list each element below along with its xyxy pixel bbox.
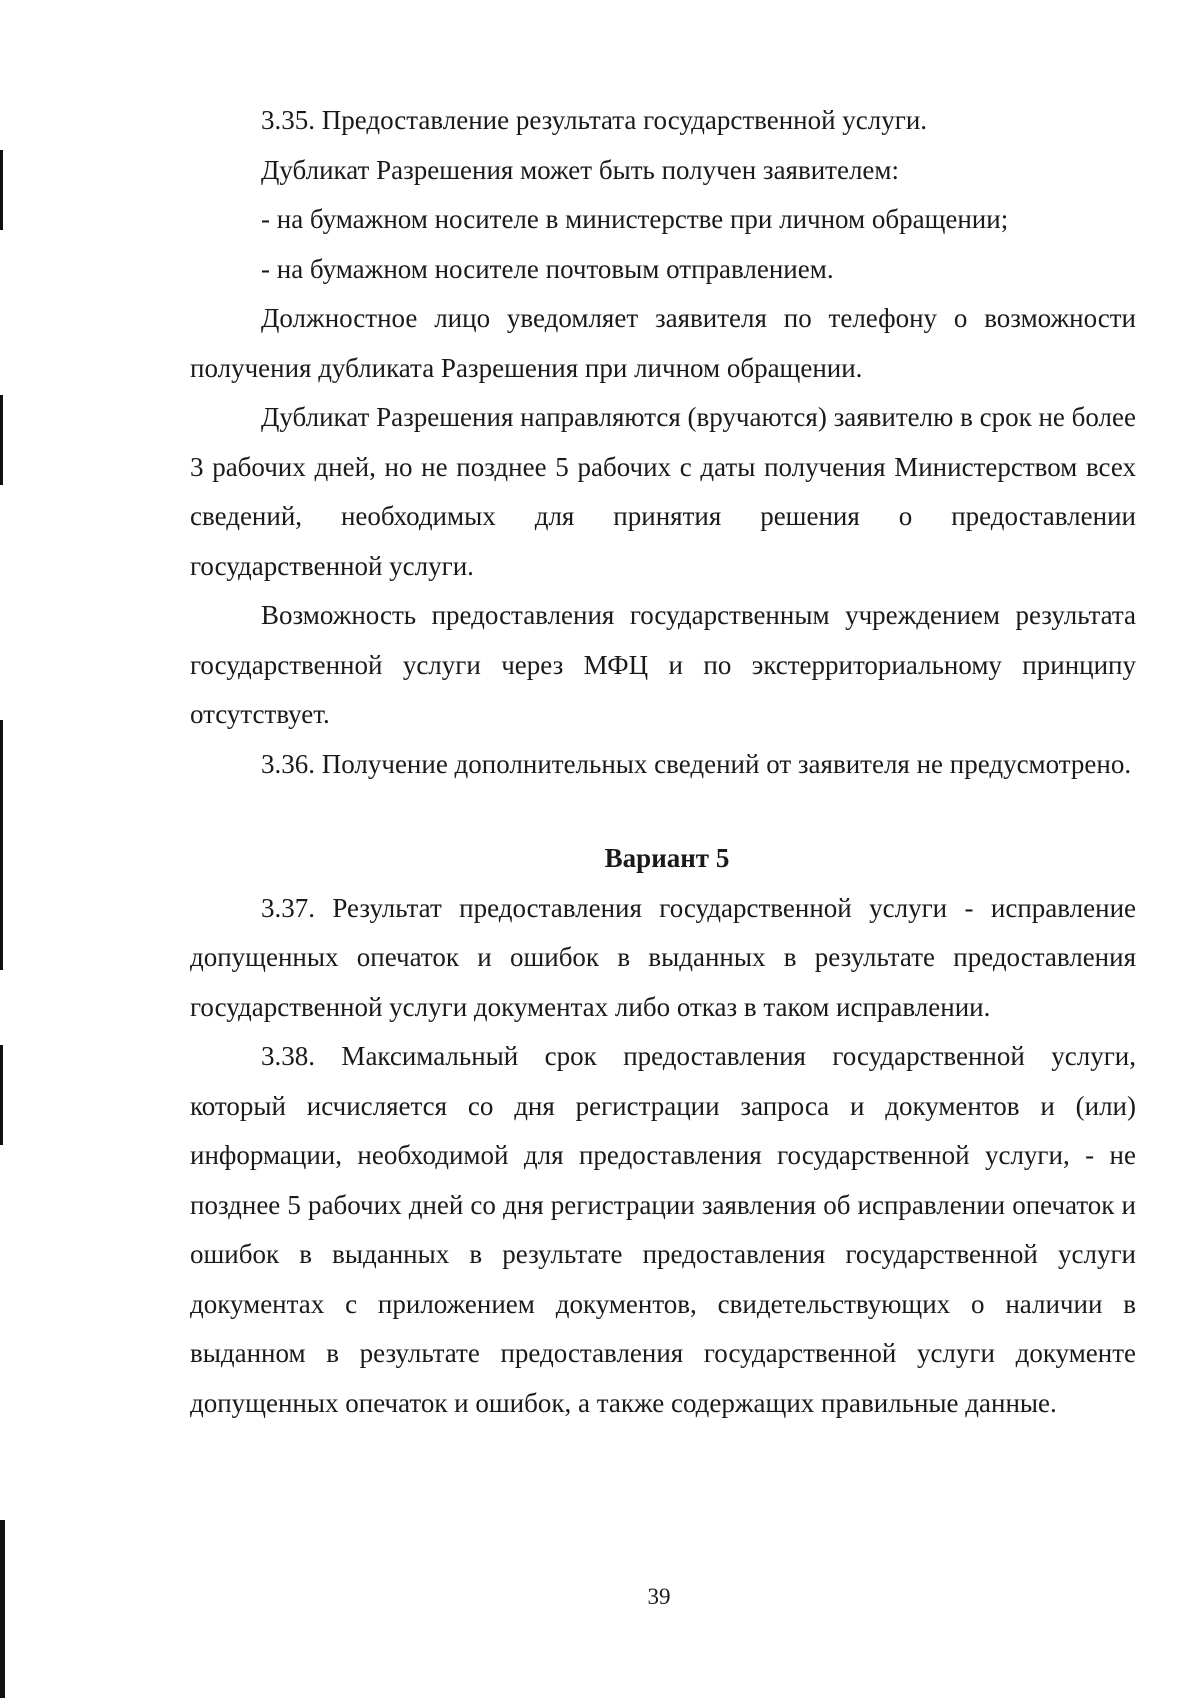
paragraph-3-38: 3.38. Максимальный срок предоставления государственной услуги, который исчисляется со дня регистрации запроса и документов и (или) информации, необходимой для предоставления государственной услуги, - не позднее 5 рабочих дней со дня регистрации заявления об исправлении опечаток и ошибок в выданных в результате предоставления государственной услуги документах с приложением документов, свидетельствующих о наличии в выданном в результате предоставления государственной услуги документе допущенных опечаток и ошибок, а также содержащих правильные данные.	[190, 1041, 1136, 1418]
paragraph-3-36: 3.36. Получение дополнительных сведений от заявителя не предусмотрено.	[261, 748, 1132, 779]
paragraph-mfc-possibility: Возможность предоставления государственным учреждением результата государственной услуги через МФЦ и по экстерриториальному принципу отсутствует.	[190, 600, 1136, 729]
scan-edge-mark	[0, 720, 3, 970]
list-item-paper-in-person: - на бумажном носителе в министерстве при личном обращении;	[261, 204, 1009, 234]
scan-edge-mark	[0, 1045, 3, 1145]
list-item-paper-by-mail: - на бумажном носителе почтовым отправлением.	[261, 253, 834, 284]
paragraph-official-notification: Должностное лицо уведомляет заявителя по телефону о возможности получения дубликата Разрешения при личном обращении.	[190, 303, 1136, 383]
paragraph-delivery-deadline: Дубликат Разрешения направляются (вручаются) заявителю в срок не более 3 рабочих дней, но не позднее 5 рабочих с даты получения Министерством всех сведений, необходимых для принятия решения о предоставлении государственной услуги.	[190, 402, 1136, 581]
page-number: 39	[647, 1584, 671, 1609]
section-heading-variant-5: Вариант 5	[604, 843, 730, 873]
scan-edge-mark	[0, 150, 3, 230]
scan-edge-mark	[0, 395, 3, 485]
document-page	[190, 96, 1136, 1428]
paragraph-3-37: 3.37. Результат предоставления государственной услуги - исправление допущенных опечаток и ошибок в выданных в результате предоставления государственной услуги документах либо отказ в таком исправлении.	[190, 892, 1136, 1022]
paragraph-duplicate-receipt: Дубликат Разрешения может быть получен заявителем:	[261, 154, 899, 185]
paragraph-3-35: 3.35. Предоставление результата государственной услуги.	[261, 105, 928, 135]
